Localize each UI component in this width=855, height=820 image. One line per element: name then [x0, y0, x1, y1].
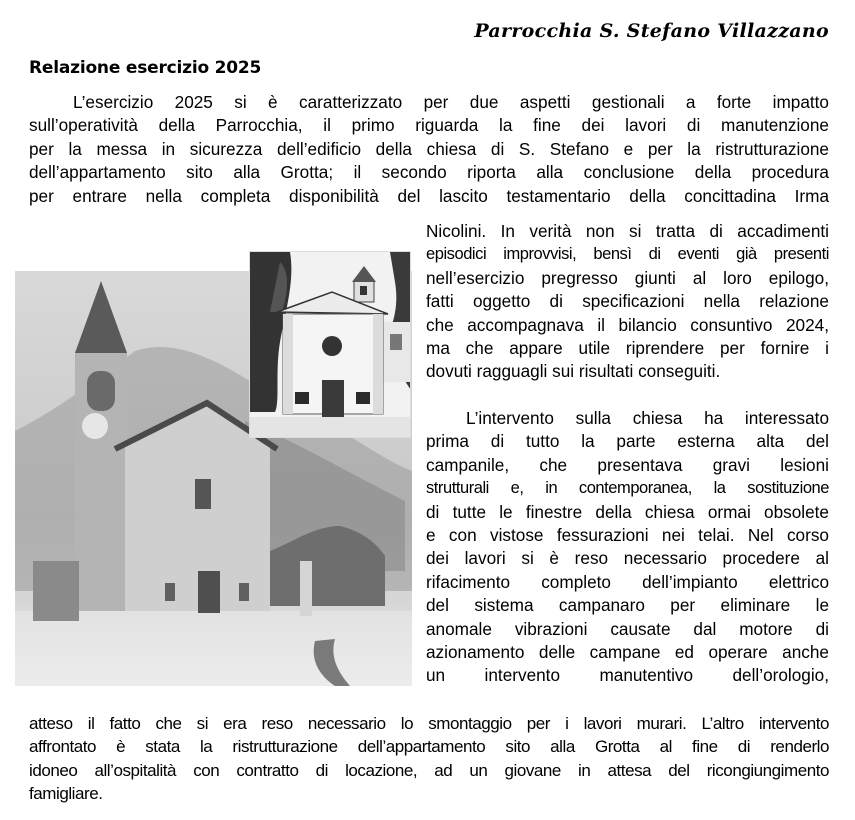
text-line: famigliare.	[29, 784, 103, 804]
text-line: di tutte le finestre della chiesa ormai obsolete	[426, 501, 829, 522]
text-line: per la messa in sicurezza dell’edificio della chiesa di S. Stefano e per la ristrutturazione	[29, 138, 829, 159]
text-line: per entrare nella completa disponibilità del lascito testamentario della concittadina Irma	[29, 185, 829, 206]
text-line: strutturali e, in contemporanea, la sostituzione	[426, 479, 829, 498]
text-line: Nicolini. In verità non si tratta di accadimenti	[426, 221, 829, 241]
parish-header: Parrocchia S. Stefano Villazzano	[474, 20, 829, 42]
text-line: e con vistose fessurazioni nei telai. Nel corso	[426, 525, 829, 546]
text-line: episodici improvvisi, bensì di eventi già presenti	[426, 245, 829, 264]
text-line: dei lavori si è reso necessario procedere al	[426, 548, 829, 569]
text-line: fatti oggetto di specificazioni nella relazione	[426, 291, 829, 312]
text-line: prima di tutto la parte esterna alta del	[426, 431, 829, 452]
text-line: atteso il fatto che si era reso necessario lo smontaggio per i lavori murari. L’altro intervento	[29, 714, 829, 733]
text-line: ma che appare utile riprendere per fornire i	[426, 338, 829, 359]
text-line: idoneo all’ospitalità con contratto di locazione, ad un giovane in attesa del ricongiungimento	[29, 760, 829, 780]
text-line: rifacimento completo dell’impianto elettrico	[426, 571, 829, 592]
text-line: del sistema campanaro per eliminare le	[426, 595, 829, 616]
text-line: L’intervento sulla chiesa ha interessato	[466, 408, 829, 428]
text-line: campanile, che presentava gravi lesioni	[426, 454, 829, 475]
chapel-photo-image	[249, 251, 411, 438]
paragraph-1-right	[426, 220, 829, 384]
paragraph-2-right	[426, 407, 829, 688]
paragraph-2-full	[29, 712, 829, 806]
page-title: Relazione esercizio 2025	[29, 58, 262, 78]
text-line: affrontato è stata la ristrutturazione dell’appartamento sito alla Grotta al fine di renderlo	[29, 737, 829, 757]
text-line: un intervento manutentivo dell’orologio,	[426, 665, 829, 686]
text-line: nell’esercizio pregresso giunti al loro epilogo,	[426, 267, 829, 288]
text-line: dovuti ragguagli sui risultati conseguiti.	[426, 361, 721, 382]
text-line: che accompagnava il bilancio consuntivo 2024,	[426, 314, 829, 335]
text-line: dell’appartamento sito alla Grotta; il secondo riporta alla conclusione della procedura	[29, 162, 829, 183]
text-line: L’esercizio 2025 si è caratterizzato per due aspetti gestionali a forte impatto	[73, 92, 829, 112]
paragraph-1-full	[29, 91, 829, 208]
text-line: azionamento delle campane ed operare anche	[426, 642, 829, 663]
text-line: anomale vibrazioni causate dal motore di	[426, 618, 829, 639]
text-line: sull’operatività della Parrocchia, il primo riguarda la fine dei lavori di manutenzione	[29, 115, 829, 136]
